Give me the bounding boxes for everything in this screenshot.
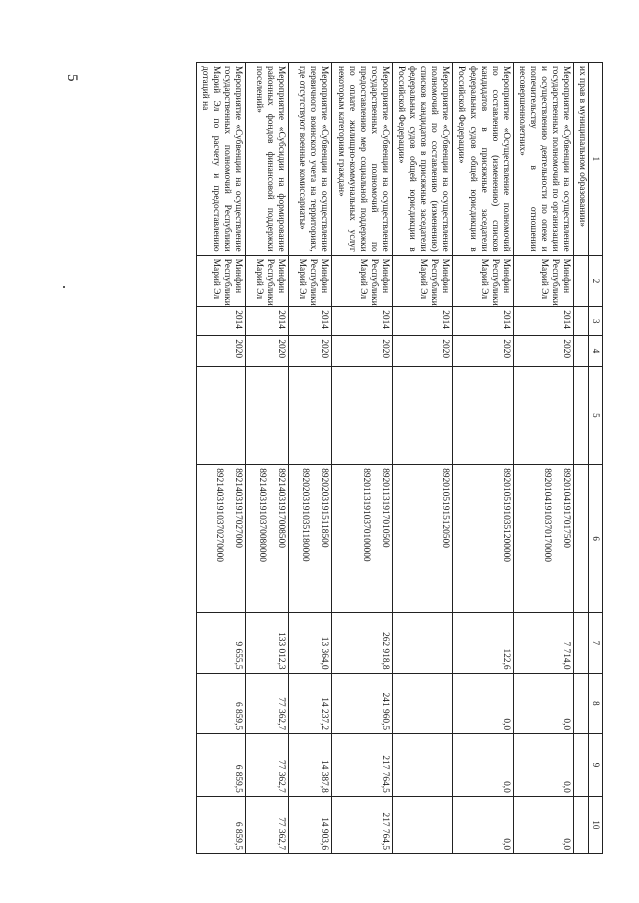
budget-table <box>196 62 603 854</box>
kbk-code: 89214031917027000 <box>233 468 244 548</box>
row-value-col10: 0,0 <box>453 796 513 853</box>
row-end-year: 2020 <box>196 336 245 366</box>
row-executor: Минфин Республики Марий Эл <box>392 255 452 307</box>
row-executor: Минфин Республики Марий Эл <box>453 255 513 307</box>
row-value-col7: 9 655,5 <box>196 613 245 674</box>
row-value-col8: 14 237,2 <box>289 673 332 734</box>
kbk-code: 89201041910370170000 <box>542 468 553 562</box>
row-start-year: 2014 <box>453 307 513 336</box>
table-row <box>289 63 332 854</box>
kbk-code: 89214031917008500 <box>276 468 287 548</box>
row-name: Мероприятие «Субвенции на осуществление государственных полномочий по организации и осуществлению деятельности по опеке и попечительству в отношении несовершеннолетних» <box>513 63 573 256</box>
column-header: 7 <box>589 613 603 674</box>
row-kbk-codes <box>246 465 289 613</box>
row-value-col7: 13 364,0 <box>289 613 332 674</box>
scan-speck <box>63 286 65 288</box>
row-value-col10 <box>392 796 452 853</box>
row-start-year: 2014 <box>246 307 289 336</box>
row-executor: Минфин Республики Марий Эл <box>289 255 332 307</box>
row-value-col9: 0,0 <box>453 734 513 797</box>
kbk-code: 89201051910351200000 <box>500 468 511 562</box>
row-executor: Минфин Республики Марий Эл <box>196 255 245 307</box>
row-value-col10: 14 903,6 <box>289 796 332 853</box>
row-value-col9: 14 387,8 <box>289 734 332 797</box>
row-col5 <box>289 366 332 465</box>
column-header: 5 <box>589 366 603 465</box>
row-end-year: 2020 <box>453 336 513 366</box>
row-end-year: 2020 <box>246 336 289 366</box>
kbk-code: 89201051915120500 <box>440 468 451 548</box>
row-col5 <box>246 366 289 465</box>
row-value-col9: 217 764,5 <box>332 734 392 797</box>
column-header: 6 <box>589 465 603 613</box>
row-name: их прав в муниципальном образовании» <box>574 63 589 256</box>
row-value-col9 <box>392 734 452 797</box>
row-kbk-codes <box>332 465 392 613</box>
row-value-col10: 6 859,5 <box>196 796 245 853</box>
kbk-code: 89202031915118500 <box>319 468 330 548</box>
table-row <box>453 63 513 854</box>
row-value-col9: 0,0 <box>513 734 573 797</box>
row-col5 <box>196 366 245 465</box>
row-value-col8 <box>392 673 452 734</box>
row-col5 <box>392 366 452 465</box>
table-row <box>246 63 289 854</box>
row-end-year: 2020 <box>289 336 332 366</box>
row-value-col8: 77 362,7 <box>246 673 289 734</box>
kbk-code: 89201041917017500 <box>561 468 572 548</box>
row-col5 <box>453 366 513 465</box>
row-executor: Минфин Республики Марий Эл <box>332 255 392 307</box>
row-name: Мероприятие «Субвенции на осуществление первичного воинского учета на территориях, где отсутствуют военные комиссариаты» <box>289 63 332 256</box>
row-value-col9: 77 362,7 <box>246 734 289 797</box>
row-name: Мероприятие «Субсидии на формирование районных фондов финансовой поддержки поселений» <box>246 63 289 256</box>
row-kbk-codes <box>513 465 573 613</box>
table-row <box>332 63 392 854</box>
row-kbk-codes <box>392 465 452 613</box>
kbk-code: 89202031910351180000 <box>300 468 311 562</box>
row-value-col7: 7 714,0 <box>513 613 573 674</box>
column-header: 1 <box>589 63 603 256</box>
row-start-year: 2014 <box>513 307 573 336</box>
table-row-fragment <box>574 63 589 854</box>
row-name: Мероприятие «Субвенции на осуществление полномочий по составлению (изменению) списков кандидатов в присяжные заседатели федеральных судов общей юрисдикции в Российской Федерации» <box>392 63 452 256</box>
row-value-col10: 0,0 <box>513 796 573 853</box>
row-value-col7: 262 918,8 <box>332 613 392 674</box>
column-header: 2 <box>589 255 603 307</box>
table-row <box>513 63 573 854</box>
row-kbk-codes <box>289 465 332 613</box>
row-end-year: 2020 <box>332 336 392 366</box>
kbk-code: 89201131917010500 <box>379 468 390 548</box>
row-value-col8: 6 859,5 <box>196 673 245 734</box>
row-executor: Минфин Республики Марий Эл <box>246 255 289 307</box>
row-kbk-codes <box>453 465 513 613</box>
row-name: Мероприятие «Осуществление полномочий по составлению (изменению) списков кандидатов в присяжные заседатели федеральных судов общей юрисдикции в Российской Федерации» <box>453 63 513 256</box>
kbk-code: 89201131910370100000 <box>360 468 371 562</box>
row-value-col10: 77 362,7 <box>246 796 289 853</box>
column-header: 10 <box>589 796 603 853</box>
row-value-col8: 241 960,5 <box>332 673 392 734</box>
row-value-col8: 0,0 <box>453 673 513 734</box>
row-end-year: 2020 <box>513 336 573 366</box>
row-kbk-codes <box>196 465 245 613</box>
kbk-code: 89214031910370080000 <box>257 468 268 562</box>
row-col5 <box>332 366 392 465</box>
row-col5 <box>513 366 573 465</box>
row-name: Мероприятие «Субвенции на осуществление государственных полномочий Республики Марий Эл по расчету и предоставлению дотаций на <box>196 63 245 256</box>
row-start-year: 2014 <box>332 307 392 336</box>
row-start-year: 2014 <box>196 307 245 336</box>
page-number: 5 <box>64 74 80 82</box>
row-value-col10: 217 764,5 <box>332 796 392 853</box>
kbk-code: 89214031910370270000 <box>213 468 224 562</box>
column-header: 3 <box>589 307 603 336</box>
row-value-col8: 0,0 <box>513 673 573 734</box>
table-row <box>392 63 452 854</box>
row-value-col9: 6 859,5 <box>196 734 245 797</box>
column-number-row <box>589 63 603 854</box>
column-header: 4 <box>589 336 603 366</box>
row-value-col7: 133 012,3 <box>246 613 289 674</box>
row-value-col7: 122,6 <box>453 613 513 674</box>
row-start-year: 2014 <box>289 307 332 336</box>
row-value-col7 <box>392 613 452 674</box>
row-executor: Минфин Республики Марий Эл <box>513 255 573 307</box>
column-header: 9 <box>589 734 603 797</box>
column-header: 8 <box>589 673 603 734</box>
row-end-year: 2020 <box>392 336 452 366</box>
budget-table-rotated <box>119 62 603 854</box>
row-name: Мероприятие «Субвенции на осуществление государственных полномочий по предоставлению мер социальной поддержки по оплате жилищно-коммунальных услуг некоторым категориям граждан» <box>332 63 392 256</box>
row-start-year: 2014 <box>392 307 452 336</box>
table-row <box>196 63 245 854</box>
